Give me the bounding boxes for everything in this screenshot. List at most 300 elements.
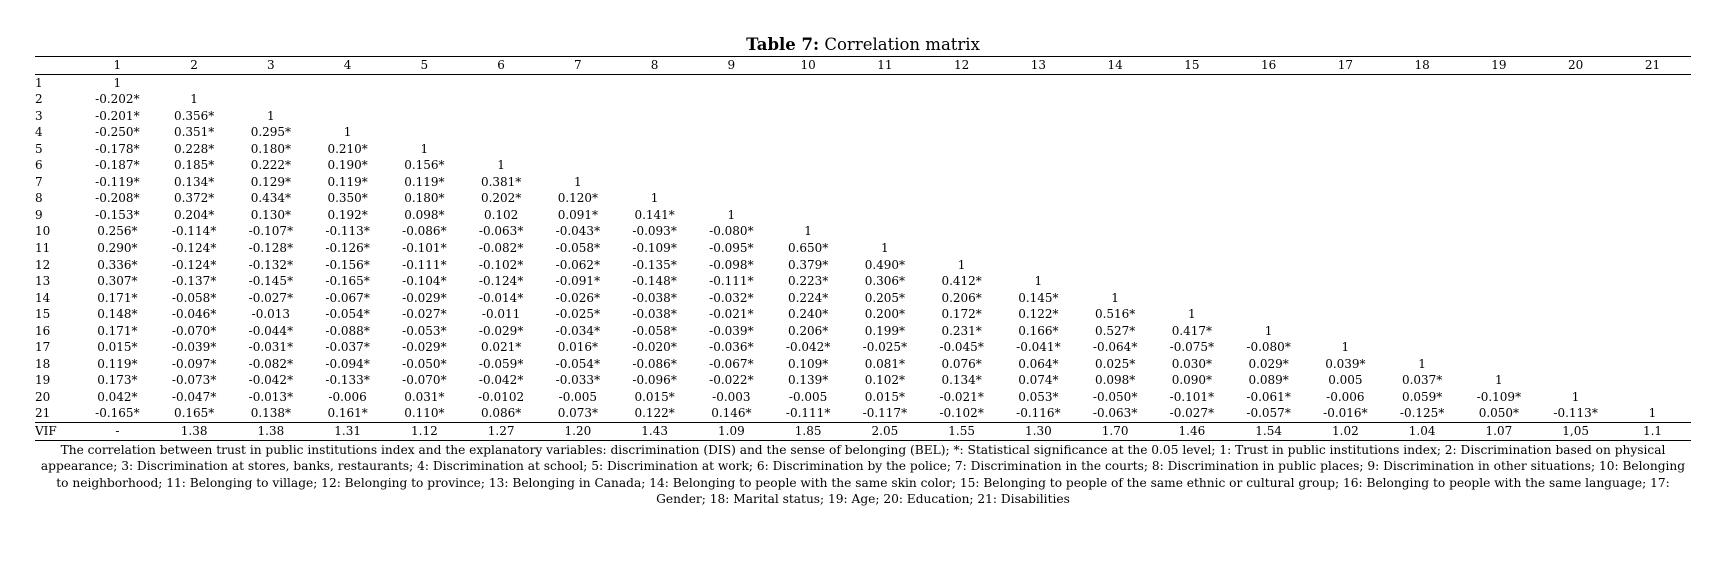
table-cell: -0.016*	[1323, 406, 1368, 421]
table-cell: -0.114*	[171, 224, 217, 239]
table-cell: 0.139*	[787, 373, 829, 388]
table-cell	[1461, 207, 1538, 224]
table-cell: 1	[1571, 389, 1580, 404]
table-cell: -0.070*	[171, 323, 217, 338]
table-cell: 0.015*	[97, 340, 138, 355]
table-cell: -0.037*	[325, 340, 370, 355]
table-cell	[1307, 306, 1384, 323]
table-cell	[1077, 240, 1154, 257]
table-cell	[1537, 157, 1614, 174]
table-caption	[35, 36, 1691, 54]
row-label: 5	[35, 141, 43, 156]
row-label: 10	[35, 224, 51, 239]
table-cell	[1461, 323, 1538, 340]
vif-cell: 1.30	[1025, 424, 1052, 439]
table-cell: -0.021*	[709, 307, 754, 322]
table-cell: -0.042*	[478, 373, 524, 388]
table-cell	[923, 207, 1000, 224]
table-cell	[1384, 323, 1461, 340]
table-row	[35, 306, 1691, 323]
row-label: 19	[35, 373, 51, 388]
table-cell: -0.101*	[1169, 389, 1215, 404]
table-cell: -0.111*	[402, 257, 447, 272]
table-cell: -0.027*	[1169, 406, 1215, 421]
table-cell	[1614, 372, 1691, 389]
table-cell: -0.102*	[478, 257, 524, 272]
table-cell: -0.014*	[478, 290, 524, 305]
header-row	[35, 57, 1691, 75]
column-header: 3	[267, 58, 275, 72]
table-cell	[1154, 290, 1231, 307]
table-cell	[1000, 157, 1077, 174]
table-cell: -0.029*	[402, 340, 447, 355]
table-cell	[1154, 174, 1231, 191]
column-header: 12	[953, 58, 970, 72]
table-cell	[1307, 273, 1384, 290]
table-cell	[1614, 240, 1691, 257]
table-cell: -0.187*	[95, 158, 140, 173]
table-cell: -0.034*	[555, 323, 601, 338]
table-cell	[1154, 157, 1231, 174]
table-cell	[309, 74, 386, 91]
table-cell	[847, 141, 924, 158]
table-cell: 0.223*	[787, 274, 829, 289]
table-cell	[1614, 273, 1691, 290]
table-cell	[923, 240, 1000, 257]
table-cell	[923, 174, 1000, 191]
table-cell	[1614, 389, 1691, 406]
table-cell	[693, 91, 770, 108]
table-cell: 0.015*	[634, 389, 675, 404]
table-row	[35, 389, 1691, 406]
table-row	[35, 141, 1691, 158]
table-cell: 0.089*	[1248, 373, 1289, 388]
table-cell	[1154, 74, 1231, 91]
table-cell	[770, 124, 847, 141]
table-cell	[1614, 141, 1691, 158]
vif-cell: 1.43	[641, 424, 668, 439]
table-cell: -0.064*	[1092, 340, 1138, 355]
table-cell	[1384, 339, 1461, 356]
row-label: 7	[35, 174, 43, 189]
table-cell	[1461, 74, 1538, 91]
table-cell	[1230, 174, 1307, 191]
table-cell	[386, 91, 463, 108]
table-cell	[1230, 190, 1307, 207]
table-cell: 1	[1418, 356, 1426, 371]
vif-cell: 1.12	[411, 424, 438, 439]
table-cell	[1000, 223, 1077, 240]
table-cell	[1230, 141, 1307, 158]
table-cell	[1077, 124, 1154, 141]
table-cell	[1461, 190, 1538, 207]
table-cell	[463, 108, 540, 125]
table-cell	[923, 157, 1000, 174]
caption-title: Correlation matrix	[819, 35, 980, 54]
table-cell: -0.025*	[555, 307, 601, 322]
table-cell: 0.290*	[97, 241, 138, 256]
table-cell: -0.020*	[632, 340, 677, 355]
table-cell	[616, 108, 693, 125]
table-row	[35, 356, 1691, 373]
row-label: 6	[35, 158, 43, 173]
table-cell	[1384, 257, 1461, 274]
table-cell	[923, 141, 1000, 158]
table-cell: -0.091*	[555, 274, 601, 289]
table-cell: -0.132*	[248, 257, 294, 272]
table-cell	[1461, 141, 1538, 158]
table-cell	[1154, 91, 1231, 108]
table-cell: 1	[113, 75, 122, 90]
table-cell	[1461, 257, 1538, 274]
table-cell	[616, 124, 693, 141]
table-cell	[1307, 108, 1384, 125]
table-cell: -0.109*	[1476, 389, 1522, 404]
table-cell: 0.307*	[97, 274, 138, 289]
table-cell	[1537, 323, 1614, 340]
table-cell	[693, 74, 770, 91]
table-cell: -0.126*	[325, 241, 370, 256]
table-cell: -0.095*	[709, 241, 754, 256]
table-cell	[1537, 91, 1614, 108]
table-cell: -0.113*	[325, 224, 370, 239]
table-cell	[1614, 190, 1691, 207]
row-label: 11	[35, 241, 51, 256]
table-cell	[1384, 223, 1461, 240]
table-cell: -0.058*	[171, 290, 217, 305]
table-cell: -0.047*	[171, 389, 217, 404]
table-cell	[1154, 124, 1231, 141]
table-cell	[693, 157, 770, 174]
table-row	[35, 372, 1691, 389]
table-cell: 0.076*	[941, 356, 982, 371]
table-cell	[1000, 174, 1077, 191]
column-header: 18	[1414, 58, 1430, 72]
table-cell: -0.042*	[248, 373, 294, 388]
table-row	[35, 257, 1691, 274]
table-cell	[1307, 323, 1384, 340]
table-container	[35, 36, 1691, 508]
table-cell: 0.190*	[327, 158, 368, 173]
column-header: 15	[1184, 58, 1200, 72]
table-cell: -0.082*	[478, 241, 524, 256]
table-cell	[463, 91, 540, 108]
table-cell: -0.006	[328, 389, 367, 404]
table-cell: -0.054*	[555, 356, 601, 371]
table-cell	[1384, 174, 1461, 191]
column-header: 17	[1337, 58, 1354, 72]
header-corner	[35, 57, 79, 75]
table-cell	[1384, 273, 1461, 290]
table-cell	[923, 190, 1000, 207]
table-cell	[1461, 108, 1538, 125]
table-cell: -0.044*	[248, 323, 294, 338]
row-label: 16	[35, 323, 51, 338]
table-cell: -0.006	[1326, 389, 1365, 404]
table-cell	[1154, 141, 1231, 158]
table-cell: 0.074*	[1018, 373, 1059, 388]
table-cell	[616, 141, 693, 158]
table-cell: 1	[420, 141, 429, 156]
table-cell	[1077, 174, 1154, 191]
table-cell	[1230, 223, 1307, 240]
table-cell	[1537, 74, 1614, 91]
table-cell: -0.059*	[478, 356, 524, 371]
table-cell	[693, 124, 770, 141]
table-cell: -0.125*	[1399, 406, 1445, 421]
table-cell: -0.094*	[325, 356, 370, 371]
table-cell: -0.098*	[709, 257, 754, 272]
table-cell	[1154, 108, 1231, 125]
table-cell: -0.0102	[478, 389, 525, 404]
table-cell	[1000, 207, 1077, 224]
table-cell	[463, 124, 540, 141]
table-cell: -0.096*	[632, 373, 677, 388]
table-cell	[693, 190, 770, 207]
table-cell: 0.025*	[1094, 356, 1136, 371]
table-cell: -0.067*	[325, 290, 370, 305]
table-cell: -0.148*	[632, 274, 677, 289]
row-label: 14	[35, 290, 51, 305]
table-cell: 1	[727, 207, 736, 222]
table-cell	[616, 91, 693, 108]
table-cell: -0.116*	[1016, 406, 1061, 421]
table-cell: 1	[1034, 274, 1043, 289]
table-row	[35, 91, 1691, 108]
table-cell: 0.166*	[1018, 323, 1059, 338]
table-cell: 0.134*	[941, 373, 982, 388]
table-cell	[233, 91, 310, 108]
table-cell: 0.199*	[864, 323, 906, 338]
table-cell: 0.206*	[941, 290, 982, 305]
table-cell	[923, 91, 1000, 108]
table-row	[35, 207, 1691, 224]
table-cell: 0.256*	[97, 224, 138, 239]
column-header: 8	[650, 58, 659, 72]
table-cell	[1384, 290, 1461, 307]
table-cell	[693, 108, 770, 125]
vif-cell: 1.31	[334, 424, 361, 439]
table-cell: 0.086*	[480, 406, 522, 421]
table-cell: -0.061*	[1246, 389, 1291, 404]
table-cell: -0.088*	[325, 323, 370, 338]
table-cell: -0.058*	[632, 323, 677, 338]
table-row	[35, 190, 1691, 207]
table-cell	[540, 74, 617, 91]
table-cell	[770, 141, 847, 158]
table-cell: 0.029*	[1248, 356, 1289, 371]
table-cell: -0.086*	[632, 356, 677, 371]
vif-cell: 1.07	[1485, 424, 1513, 439]
vif-cell: 1.09	[718, 424, 745, 439]
table-cell: 0.171*	[97, 290, 138, 305]
table-cell	[1077, 108, 1154, 125]
table-cell: 0.145*	[1018, 290, 1059, 305]
table-cell: 0.122*	[1018, 307, 1059, 322]
table-cell: -0.073*	[171, 373, 217, 388]
table-cell: 0.173*	[97, 373, 138, 388]
table-cell	[1614, 339, 1691, 356]
table-cell: -0.082*	[248, 356, 294, 371]
table-cell	[616, 74, 693, 91]
row-label: 9	[35, 207, 43, 222]
table-cell: 0.351*	[173, 125, 215, 140]
table-cell	[1537, 273, 1614, 290]
row-label: 2	[35, 92, 43, 107]
column-header: 7	[574, 58, 582, 72]
table-cell	[1614, 290, 1691, 307]
table-cell	[1154, 223, 1231, 240]
table-cell	[1307, 223, 1384, 240]
table-cell	[1461, 306, 1538, 323]
table-cell	[1461, 240, 1538, 257]
table-cell: -0.250*	[95, 125, 140, 140]
table-cell: 0.021*	[480, 340, 522, 355]
table-row	[35, 174, 1691, 191]
table-cell	[1384, 91, 1461, 108]
table-cell: 1	[190, 92, 198, 107]
table-cell: 0.073*	[557, 406, 599, 421]
table-cell	[540, 141, 617, 158]
table-cell: -0.036*	[709, 340, 754, 355]
table-cell	[463, 74, 540, 91]
table-cell: 1	[1188, 307, 1196, 322]
table-cell: 0.102*	[864, 373, 906, 388]
table-cell	[1077, 157, 1154, 174]
table-cell: -0.043*	[555, 224, 601, 239]
column-header: 16	[1260, 58, 1277, 72]
vif-cell: 1.38	[257, 424, 285, 439]
vif-cell: 1.27	[487, 424, 515, 439]
table-cell: -0.201*	[95, 108, 140, 123]
table-cell	[923, 108, 1000, 125]
table-cell: 0.210*	[327, 141, 368, 156]
table-cell	[1154, 257, 1231, 274]
table-cell: 0.161*	[327, 406, 368, 421]
table-cell	[1384, 124, 1461, 141]
table-cell: -0.063*	[1092, 406, 1138, 421]
vif-cell: 1.85	[794, 424, 822, 439]
table-cell	[1614, 74, 1691, 91]
table-cell: -0.165*	[325, 274, 370, 289]
table-cell: 0.222*	[250, 158, 292, 173]
table-cell	[1537, 190, 1614, 207]
table-cell: -0.133*	[325, 373, 370, 388]
column-header: 5	[420, 58, 429, 72]
table-cell: -0.111*	[709, 274, 754, 289]
table-cell: -0.029*	[402, 290, 447, 305]
table-cell	[770, 157, 847, 174]
table-cell	[1077, 74, 1154, 91]
table-cell	[386, 108, 463, 125]
table-cell	[309, 91, 386, 108]
table-cell: 0.180*	[404, 191, 445, 206]
table-cell: 0.098*	[1094, 373, 1136, 388]
table-cell	[1614, 356, 1691, 373]
column-header: 4	[343, 58, 352, 72]
table-cell: 0.119*	[327, 174, 368, 189]
table-cell	[1614, 306, 1691, 323]
table-cell	[1384, 190, 1461, 207]
table-cell	[616, 157, 693, 174]
table-cell: 0.204*	[173, 207, 215, 222]
table-cell: -0.070*	[402, 373, 447, 388]
table-cell: 0.527*	[1094, 323, 1136, 338]
row-label: 15	[35, 307, 51, 322]
table-cell: 0.434*	[250, 191, 292, 206]
vif-cell: -	[115, 424, 120, 439]
vif-label: VIF	[35, 424, 57, 439]
vif-cell: 1.20	[564, 424, 592, 439]
table-cell: 0.059*	[1401, 389, 1443, 404]
table-cell	[1614, 223, 1691, 240]
vif-cell: 1.04	[1408, 424, 1436, 439]
table-cell: 0.372*	[173, 191, 215, 206]
table-cell	[1077, 190, 1154, 207]
table-cell: 0.516*	[1094, 307, 1136, 322]
table-cell	[1384, 157, 1461, 174]
table-cell	[1461, 91, 1538, 108]
table-cell: -0.128*	[248, 241, 294, 256]
vif-cell: 1.70	[1101, 424, 1129, 439]
table-cell: -0.050*	[1092, 389, 1138, 404]
table-cell: 1	[267, 108, 275, 123]
table-cell: 0.037*	[1401, 373, 1443, 388]
table-cell	[1307, 157, 1384, 174]
table-cell	[1384, 108, 1461, 125]
table-cell	[1614, 323, 1691, 340]
table-cell	[463, 141, 540, 158]
vif-cell: 1.55	[948, 424, 975, 439]
table-cell: -0.135*	[632, 257, 677, 272]
vif-cell: 1.1	[1642, 424, 1663, 439]
column-header: 13	[1030, 58, 1047, 72]
table-cell	[1307, 207, 1384, 224]
table-cell: -0.080*	[1246, 340, 1291, 355]
table-cell	[1307, 240, 1384, 257]
table-row	[35, 240, 1691, 257]
table-cell	[1154, 190, 1231, 207]
table-cell	[1077, 223, 1154, 240]
table-cell: 0.120*	[557, 191, 599, 206]
table-cell: -0.165*	[95, 406, 140, 421]
table-cell: -0.005	[788, 389, 828, 404]
table-cell	[1230, 74, 1307, 91]
vif-cell: 1,05	[1562, 424, 1589, 439]
table-cell: 0.171*	[97, 323, 138, 338]
table-cell	[1461, 157, 1538, 174]
table-cell: 0.165*	[173, 406, 215, 421]
vif-row	[35, 423, 1691, 441]
table-cell: 0.102	[483, 207, 519, 222]
table-cell: 0.148*	[97, 307, 138, 322]
table-cell	[770, 207, 847, 224]
table-cell: 0.039*	[1325, 356, 1366, 371]
table-cell	[1230, 273, 1307, 290]
table-cell: -0.054*	[325, 307, 370, 322]
table-cell	[1461, 174, 1538, 191]
table-cell	[847, 74, 924, 91]
column-header: 9	[727, 58, 736, 72]
table-cell	[1614, 174, 1691, 191]
table-cell	[1537, 223, 1614, 240]
table-cell	[847, 124, 924, 141]
table-cell	[616, 174, 693, 191]
table-cell	[1307, 141, 1384, 158]
table-row	[35, 74, 1691, 91]
table-cell: -0.041*	[1016, 340, 1061, 355]
table-cell	[1461, 356, 1538, 373]
